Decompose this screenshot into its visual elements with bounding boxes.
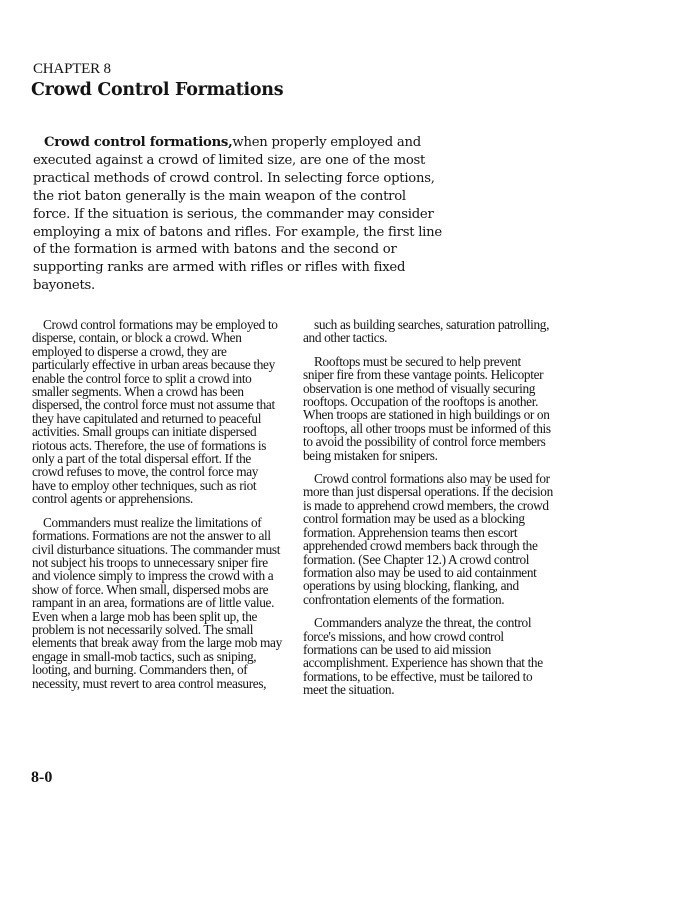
right-column [303,318,553,707]
left-column [32,318,282,700]
body-paragraph: Rooftops must be secured to help prevent sniper fire from these vantage points. Helicopter observation is one method of visually securing rooftops. Occupation of the rooftops is another. When troops are stationed in high buildings or on rooftops, all other troops must be informed of this to avoid the possibility of control force members being mistaken for snipers. [303,353,551,463]
body-paragraph: such as building searches, saturation patrolling, and other tactics. [303,317,550,346]
intro-paragraph [33,134,443,295]
page-number: 8-0 [31,769,53,786]
body-paragraph: Commanders must realize the limitations of formations. Formations are not the answer to all civil disturbance situations. The commander must not subject his troops to unnecessary sniper fire and violence simply to impress the crowd with a show of force. When small, dispersed mobs are rampant in an area, formations are of little value. Even when a large mob has been split up, the problem is not necessarily solved. The small elements that break away from the large mob may engage in small-mob tactics, such as sniping, looting, and burning. Commanders then, of necessity, must revert to area control measures, [32,514,282,691]
intro-lead: Crowd control formations, [44,135,233,150]
chapter-label: CHAPTER 8 [33,61,111,77]
body-paragraph: Crowd control formations also may be used for more than just dispersal operations. If the decision is made to apprehend crowd members, the crowd control formation may be used as a blocking formation. Apprehension teams then escort apprehended crowd members back through the formation. (See Chapter 12.) A crowd control formation also may be used to aid containment operations by using blocking, flanking, and confrontation elements of the formation. [303,471,553,607]
intro-text: when properly employed and executed against a crowd of limited size, are one of the most practical methods of crowd control. In selecting force options, the riot baton generally is the main weapon of the control force. If the situation is serious, the commander may consider employing a mix of batons and rifles. For example, the first line of the formation is armed with batons and the second or supporting ranks are armed with rifles or rifles with fixed bayonets. [33,135,442,294]
body-paragraph: Crowd control formations may be employed to disperse, contain, or block a crowd. When employed to disperse a crowd, they are particularly effective in urban areas because they enable the control force to split a crowd into smaller segments. When a crowd has been dispersed, the control force must not assume that they have capitulated and returned to peaceful activities. Small groups can initiate dispersed riotous acts. Therefore, the use of formations is only a part of the total dispersal effort. If the crowd refuses to move, the control force may have to employ other techniques, such as riot control agents or apprehensions. [32,317,278,507]
page-title: Crowd Control Formations [31,80,284,100]
body-paragraph: Commanders analyze the threat, the control force's missions, and how crowd control formations can be used to aid mission accomplishment. Experience has shown that the formations, to be effective, must be tailored to meet the situation. [303,615,543,698]
